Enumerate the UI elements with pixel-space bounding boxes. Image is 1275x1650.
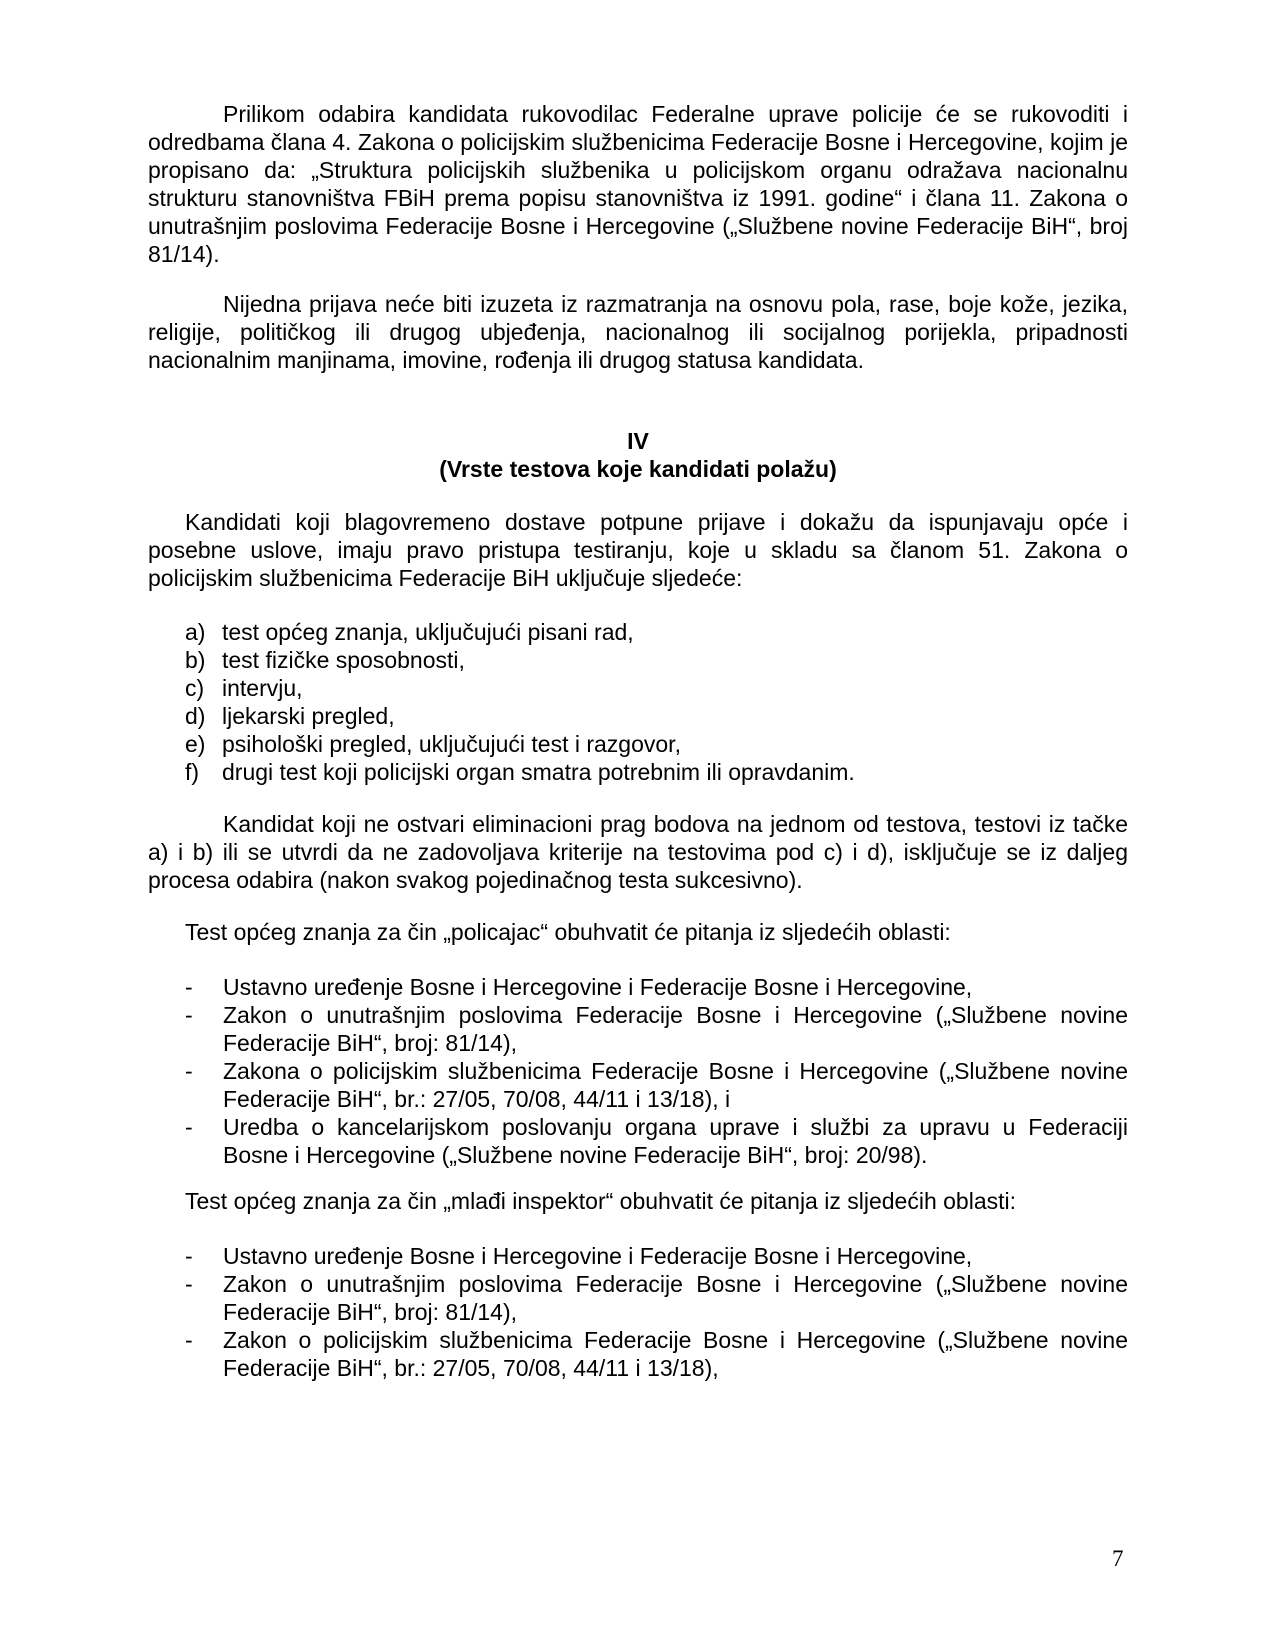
- list-item: [185, 1242, 1128, 1270]
- list-item: [185, 730, 1125, 758]
- list-item: [185, 646, 1125, 674]
- list-label: a): [185, 619, 206, 645]
- list-text: intervju,: [222, 675, 303, 701]
- list-text: Zakon o unutrašnjim poslovima Federacije Bosne i Hercegovine („Službene novine Federacije BiH“, broj: 81/14),: [223, 1002, 1128, 1056]
- list-item: [185, 973, 1128, 1001]
- list-item: [185, 1326, 1128, 1382]
- list-item: [185, 758, 1125, 786]
- inspektor-intro: Test općeg znanja za čin „mlađi inspektor“ obuhvatit će pitanja iz sljedećih oblasti:: [185, 1188, 1016, 1214]
- list-text: Ustavno uređenje Bosne i Hercegovine i Federacije Bosne i Hercegovine,: [223, 974, 973, 1000]
- paragraph-candidate-selection: Prilikom odabira kandidata rukovodilac Federalne uprave policije će se rukovoditi i odredbama člana 4. Zakona o policijskim službenicima Federacije Bosne i Hercegovine, kojim je propisano da: „Struktura policijskih službenika u policijskom organu odražava nacionalnu strukturu stanovništva FBiH prema popisu stanovništva iz 1991. godine“ i člana 11. Zakona o unutrašnjim poslovima Federacije Bosne i Hercegovine („Službene novine Federacije BiH“, broj 81/14).: [148, 101, 1128, 267]
- list-label: e): [185, 731, 206, 757]
- list-item: [185, 1113, 1128, 1169]
- list-dash: -: [185, 1327, 193, 1353]
- list-item: [185, 618, 1125, 646]
- list-item: [185, 702, 1125, 730]
- list-dash: -: [185, 1243, 193, 1269]
- list-item: [185, 1057, 1128, 1113]
- section-title: (Vrste testova koje kandidati polažu): [439, 456, 837, 482]
- list-label: d): [185, 703, 206, 729]
- list-item: [185, 674, 1125, 702]
- list-item: [185, 1001, 1128, 1057]
- list-text: Zakona o policijskim službenicima Federacije Bosne i Hercegovine („Službene novine Federacije BiH“, br.: 27/05, 70/08, 44/11 i 13/18), i: [223, 1058, 1128, 1112]
- inspektor-topics-list: [185, 1242, 1128, 1382]
- paragraph-non-discrimination: Nijedna prijava neće biti izuzeta iz razmatranja na osnovu pola, rase, boje kože, jezika, religije, političkog ili drugog ubjeđenja, nacionalnog ili socijalnog porijekla, pripadnosti nacionalnim manjinama, imovine, rođenja ili drugog statusa kandidata.: [148, 291, 1128, 373]
- list-dash: -: [185, 1002, 193, 1028]
- list-dash: -: [185, 1271, 193, 1297]
- paragraph-elimination: Kandidat koji ne ostvari eliminacioni prag bodova na jednom od testova, testovi iz tačke a) i b) ili se utvrdi da ne zadovoljava kriterije na testovima pod c) i d), isključuje se iz daljeg procesa odabira (nakon svakog pojedinačnog testa sukcesivno).: [148, 811, 1128, 893]
- list-dash: -: [185, 974, 193, 1000]
- list-label: b): [185, 647, 206, 673]
- list-label: c): [185, 675, 205, 701]
- list-text: Zakon o policijskim službenicima Federacije Bosne i Hercegovine („Službene novine Federacije BiH“, br.: 27/05, 70/08, 44/11 i 13/18),: [223, 1327, 1128, 1381]
- list-text: test općeg znanja, uključujući pisani rad,: [222, 619, 634, 645]
- list-text: Ustavno uređenje Bosne i Hercegovine i Federacije Bosne i Hercegovine,: [223, 1243, 973, 1269]
- list-text: psihološki pregled, uključujući test i razgovor,: [222, 731, 681, 757]
- policajac-topics-list: [185, 973, 1128, 1169]
- section-number: IV: [627, 428, 649, 454]
- list-dash: -: [185, 1058, 193, 1084]
- paragraph-testing-rights: Kandidati koji blagovremeno dostave potpune prijave i dokažu da ispunjavaju opće i posebne uslove, imaju pravo pristupa testiranju, koje u skladu sa članom 51. Zakona o policijskim službenicima Federacije BiH uključuje sljedeće:: [148, 509, 1128, 591]
- list-item: [185, 1270, 1128, 1326]
- list-text: drugi test koji policijski organ smatra potrebnim ili opravdanim.: [222, 759, 855, 785]
- list-text: test fizičke sposobnosti,: [222, 647, 465, 673]
- list-text: ljekarski pregled,: [222, 703, 395, 729]
- page-number: 7: [1112, 1546, 1124, 1571]
- policajac-intro: Test općeg znanja za čin „policajac“ obuhvatit će pitanja iz sljedećih oblasti:: [185, 919, 951, 945]
- list-text: Zakon o unutrašnjim poslovima Federacije Bosne i Hercegovine („Službene novine Federacije BiH“, broj: 81/14),: [223, 1271, 1128, 1325]
- list-text: Uredba o kancelarijskom poslovanju organa uprave i službi za upravu u Federaciji Bosne i Hercegovine („Službene novine Federacije BiH“, broj: 20/98).: [223, 1114, 1128, 1168]
- list-dash: -: [185, 1114, 193, 1140]
- test-types-list: [185, 618, 1125, 786]
- list-label: f): [185, 759, 200, 785]
